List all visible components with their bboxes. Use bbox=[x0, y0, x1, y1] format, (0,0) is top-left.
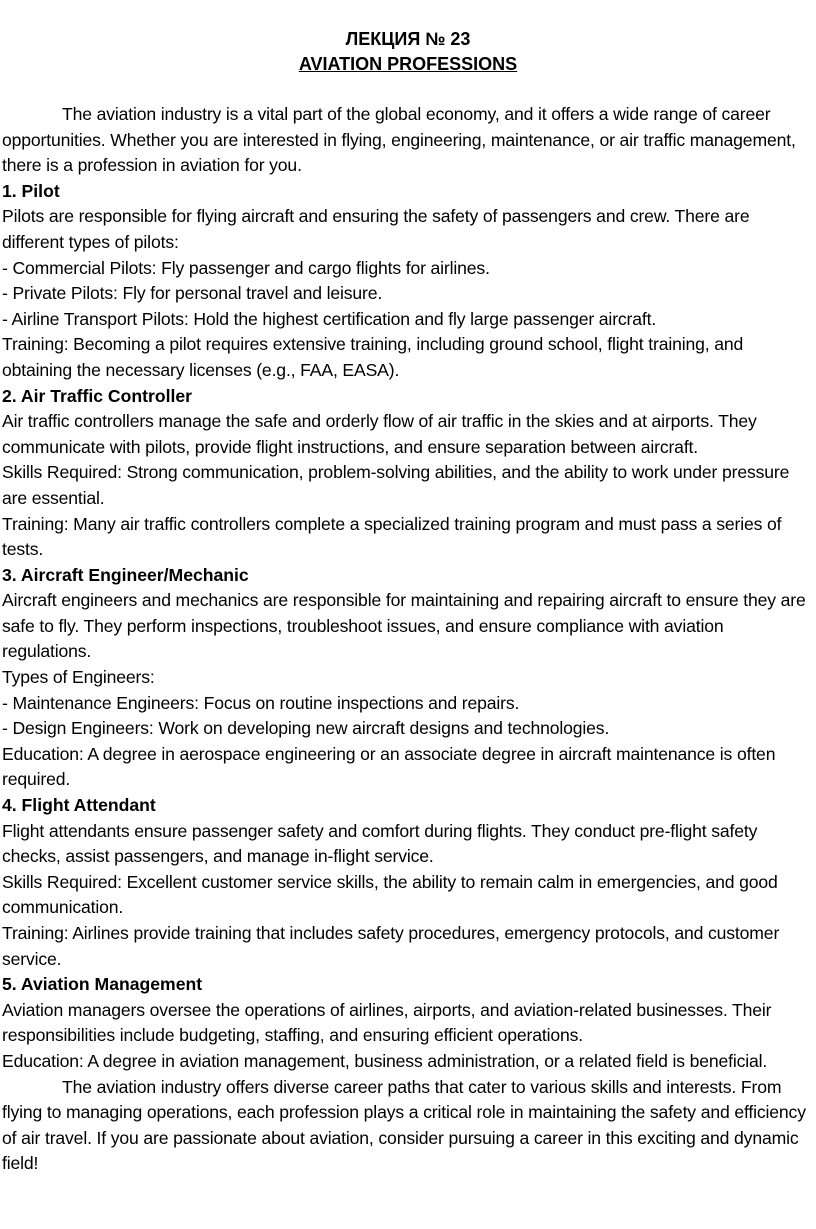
lecture-number: ЛЕКЦИЯ № 23 bbox=[345, 29, 471, 49]
atc-training: Training: Many air traffic controllers complete a specialized training program and must pass a series of tests. bbox=[2, 513, 782, 560]
section-heading-engineer: 3. Aircraft Engineer/Mechanic bbox=[2, 564, 249, 585]
atc-skills: Skills Required: Strong communication, problem-solving abilities, and the ability to work under pressure are essential. bbox=[2, 462, 790, 508]
section-heading-attendant: 4. Flight Attendant bbox=[2, 795, 156, 816]
management-education: Education: A degree in aviation management, business administration, or a related field is beneficial. bbox=[2, 1050, 768, 1071]
spacer bbox=[0, 77, 816, 102]
list-item: - Private Pilots: Fly for personal travel and leisure. bbox=[2, 283, 383, 304]
section-heading-atc: 2. Air Traffic Controller bbox=[2, 385, 192, 406]
attendant-description: Flight attendants ensure passenger safety and comfort during flights. They conduct pre-flight safety checks, assist passengers, and manage in-flight service. bbox=[2, 820, 758, 867]
attendant-skills: Skills Required: Excellent customer service skills, the ability to remain calm in emergencies, and good communication. bbox=[2, 871, 778, 918]
pilot-training: Training: Becoming a pilot requires extensive training, including ground school, flight training, and obtaining the necessary licenses (e.g., FAA, EASA). bbox=[2, 334, 744, 380]
list-item: - Airline Transport Pilots: Hold the highest certification and fly large passenger aircraft. bbox=[2, 308, 657, 329]
attendant-training: Training: Airlines provide training that includes safety procedures, emergency protocols, and customer service. bbox=[2, 923, 780, 969]
list-item: - Maintenance Engineers: Focus on routine inspections and repairs. bbox=[2, 692, 520, 713]
engineer-education: Education: A degree in aerospace engineering or an associate degree in aircraft maintenance is often required. bbox=[2, 743, 776, 790]
atc-description: Air traffic controllers manage the safe and orderly flow of air traffic in the skies and at airports. They communicate with pilots, provide flight instructions, and ensure separation between aircraft. bbox=[2, 411, 757, 457]
list-item: - Design Engineers: Work on developing new aircraft designs and technologies. bbox=[2, 718, 610, 739]
engineer-types-label: Types of Engineers: bbox=[2, 667, 155, 688]
section-heading-management: 5. Aviation Management bbox=[2, 974, 203, 995]
management-description: Aviation managers oversee the operations of airlines, airports, and aviation-related businesses. Their responsibilities include budgeting, staffing, and ensuring efficient operations. bbox=[2, 999, 772, 1046]
intro-paragraph: The aviation industry is a vital part of the global economy, and it offers a wide range of career opportunities. Whether you are interested in flying, engineering, maintenance, or air traffic management, there is a profession in aviation for you. bbox=[2, 104, 796, 176]
conclusion-paragraph: The aviation industry offers diverse career paths that cater to various skills and interests. From flying to managing operations, each profession plays a critical role in maintaining the safety and efficiency of air travel. If you are passionate about aviation, consider pursuing a career in this exciting and dynamic field! bbox=[2, 1076, 806, 1174]
pilot-description: Pilots are responsible for flying aircraft and ensuring the safety of passengers and crew. There are different types of pilots: bbox=[2, 206, 750, 252]
document-title: AVIATION PROFESSIONS bbox=[298, 54, 518, 74]
list-item: - Commercial Pilots: Fly passenger and cargo flights for airlines. bbox=[2, 257, 490, 278]
section-heading-pilot: 1. Pilot bbox=[2, 180, 60, 201]
engineer-description: Aircraft engineers and mechanics are responsible for maintaining and repairing aircraft to ensure they are safe to fly. They perform inspections, troubleshoot issues, and ensure compliance with aviation regulations. bbox=[2, 590, 806, 662]
